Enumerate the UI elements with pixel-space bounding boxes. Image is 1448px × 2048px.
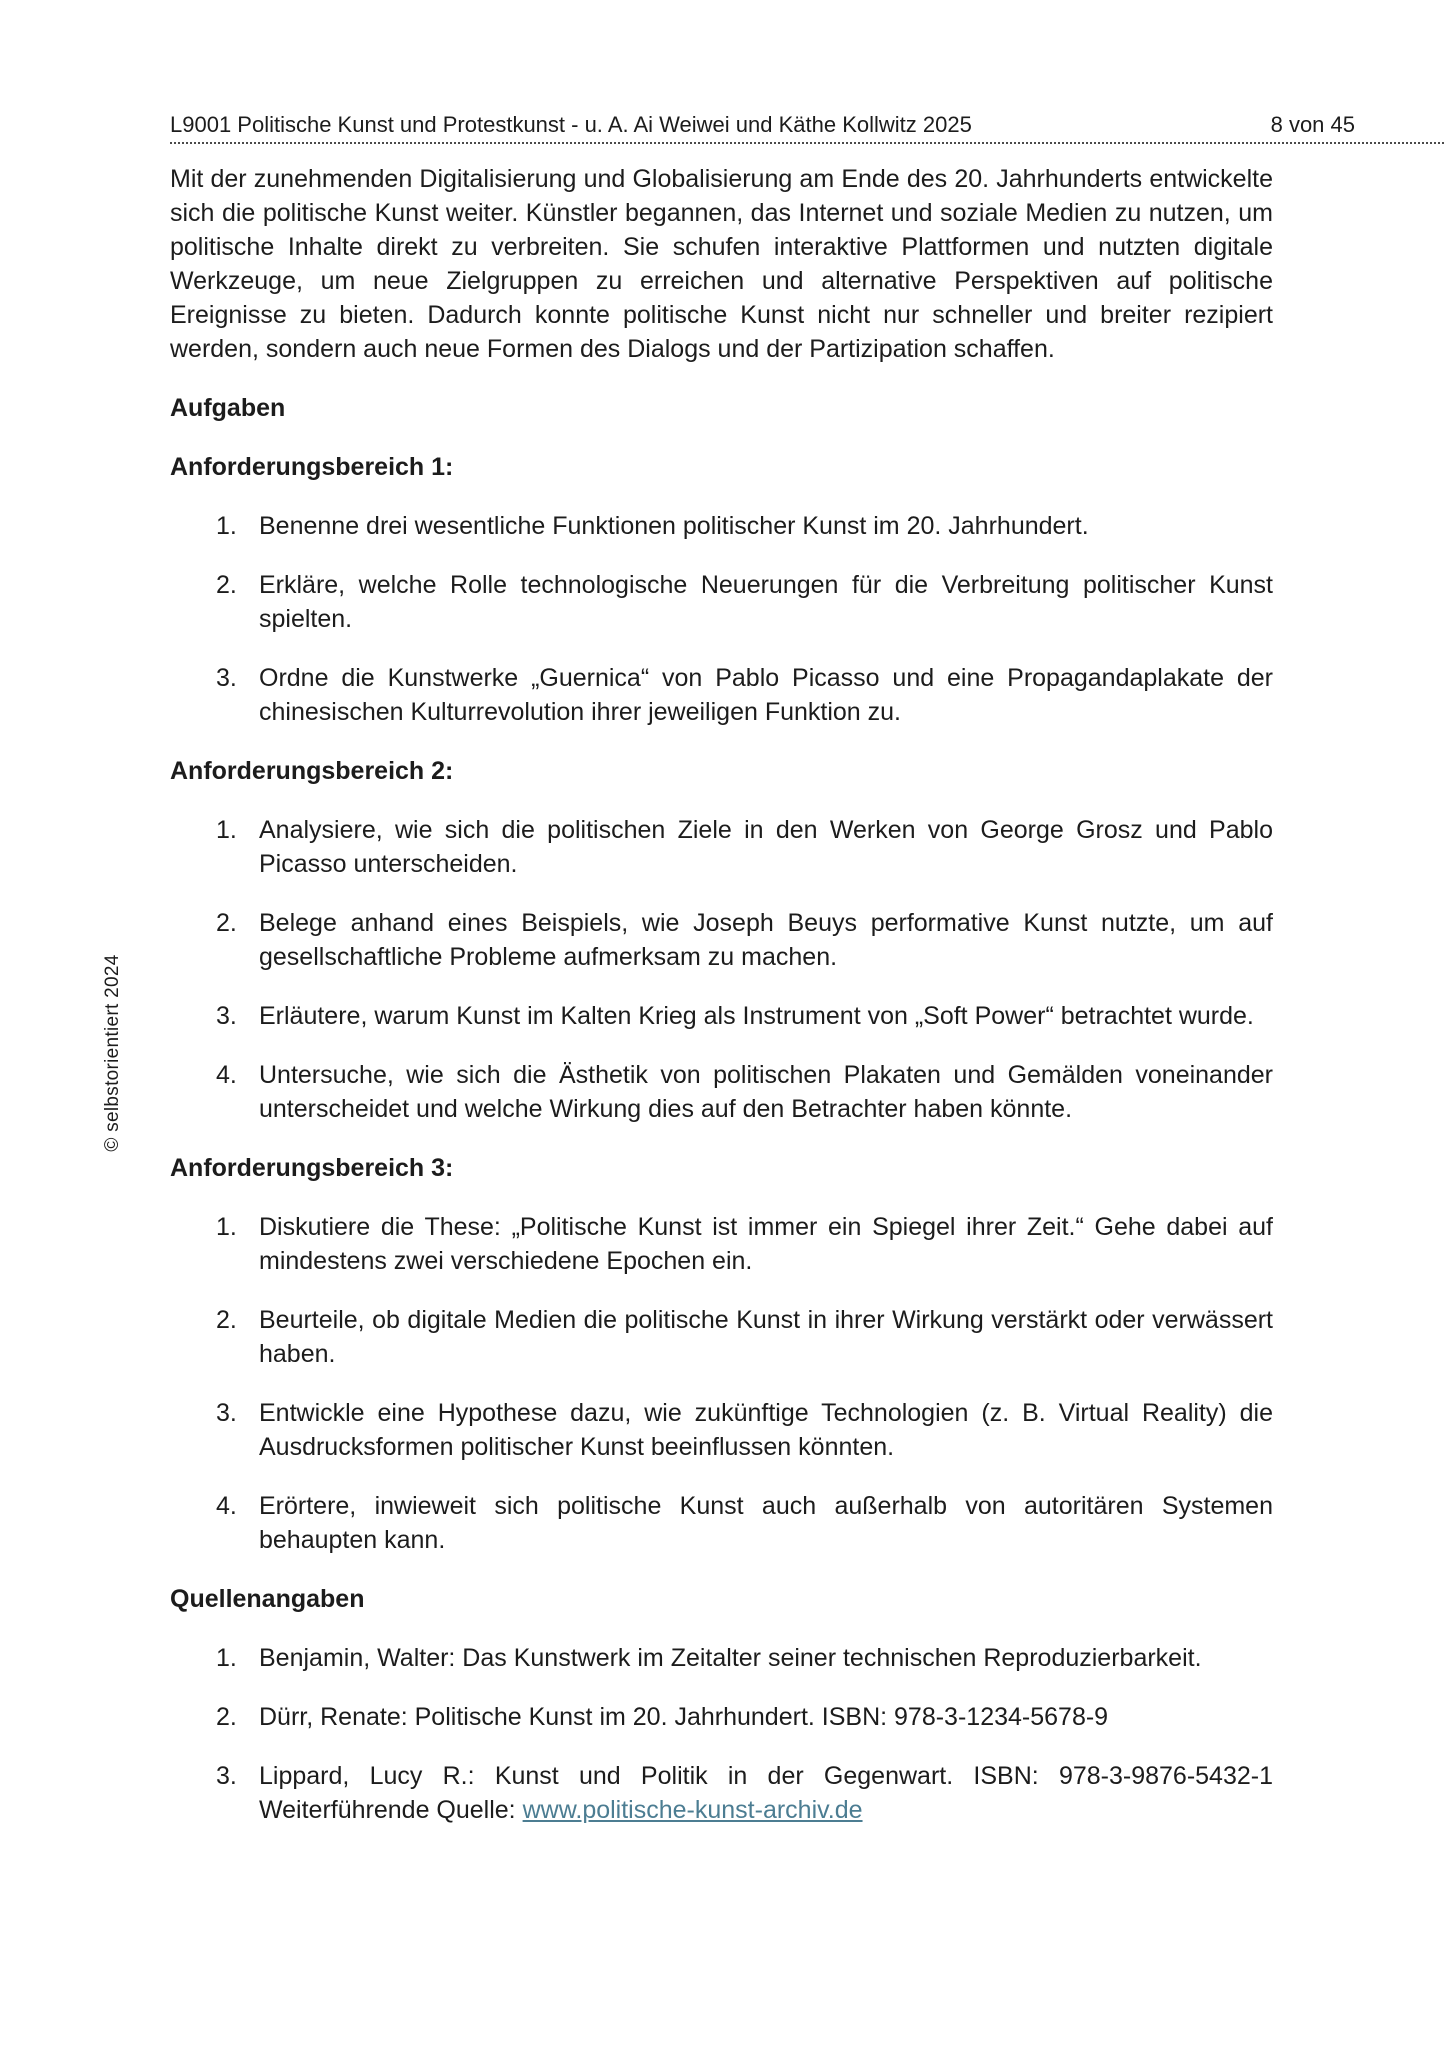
list-number: 1.	[216, 1644, 237, 1672]
heading-aufgaben: Aufgaben	[170, 394, 286, 422]
source-link-line	[259, 1793, 1273, 1827]
document-body	[170, 162, 1273, 1852]
page-number: 8 von 45	[1270, 112, 1355, 137]
list-item-text: Belege anhand eines Beispiels, wie Joseph Beuys performative Kunst nutzte, um auf gesellschaftliche Probleme aufmerksam zu machen.	[259, 909, 1273, 971]
list-item	[170, 1210, 1273, 1278]
list-item-text: Diskutiere die These: „Politische Kunst ist immer ein Spiegel ihrer Zeit.“ Gehe dabei auf mindestens zwei verschiedene Epochen ein.	[259, 1213, 1273, 1275]
list-item-text: Entwickle eine Hypothese dazu, wie zukünftige Technologien (z. B. Virtual Reality) die Ausdrucksformen politischer Kunst beeinflussen könnten.	[259, 1399, 1273, 1461]
list-item	[170, 999, 1273, 1033]
list-number: 3.	[216, 1002, 237, 1030]
heading-anforderungsbereich-2: Anforderungsbereich 2:	[170, 757, 454, 785]
source-link[interactable]: www.politische-kunst-archiv.de	[522, 1796, 863, 1824]
source-text: Lippard, Lucy R.: Kunst und Politik in der Gegenwart. ISBN: 978-3-9876-5432-1	[259, 1762, 1273, 1790]
list-item-text: Analysiere, wie sich die politischen Ziele in den Werken von George Grosz und Pablo Picasso unterscheiden.	[259, 816, 1273, 878]
list-item-text: Benenne drei wesentliche Funktionen politischer Kunst im 20. Jahrhundert.	[259, 512, 1089, 540]
list-number: 2.	[216, 909, 237, 937]
task-list-bereich-2	[170, 813, 1273, 1126]
intro-paragraph: Mit der zunehmenden Digitalisierung und Globalisierung am Ende des 20. Jahrhunderts entwickelte sich die politische Kunst weiter. Künstler begannen, das Internet und soziale Medien zu nutzen, um politische Inhalte direkt zu verbreiten. Sie schufen interaktive Plattformen und nutzten digitale Werkzeuge, um neue Zielgruppen zu erreichen und alternative Perspektiven auf politische Ereignisse zu bieten. Dadurch konnte politische Kunst nicht nur schneller und breiter rezipiert werden, sondern auch neue Formen des Dialogs und der Partizipation schaffen.	[170, 165, 1273, 363]
list-number: 1.	[216, 1213, 237, 1241]
list-number: 2.	[216, 1306, 237, 1334]
source-list	[170, 1641, 1273, 1827]
list-item	[170, 1058, 1273, 1126]
list-item	[170, 1396, 1273, 1464]
list-number: 4.	[216, 1061, 237, 1089]
source-text: Benjamin, Walter: Das Kunstwerk im Zeitalter seiner technischen Reproduzierbarkeit.	[259, 1644, 1202, 1672]
page-header	[170, 112, 1355, 138]
list-item	[170, 1641, 1273, 1675]
list-number: 2.	[216, 571, 237, 599]
list-item-text: Erläutere, warum Kunst im Kalten Krieg als Instrument von „Soft Power“ betrachtet wurde.	[259, 1002, 1254, 1030]
list-item-text: Erkläre, welche Rolle technologische Neuerungen für die Verbreitung politischer Kunst spielten.	[259, 571, 1273, 633]
list-item-text: Untersuche, wie sich die Ästhetik von politischen Plakaten und Gemälden voneinander unterscheidet und welche Wirkung dies auf den Betrachter haben könnte.	[259, 1061, 1273, 1123]
list-item-text: Ordne die Kunstwerke „Guernica“ von Pablo Picasso und eine Propagandaplakate der chinesischen Kulturrevolution ihrer jeweiligen Funktion zu.	[259, 664, 1273, 726]
list-item-text: Beurteile, ob digitale Medien die politische Kunst in ihrer Wirkung verstärkt oder verwässert haben.	[259, 1306, 1273, 1368]
list-number: 3.	[216, 1762, 237, 1790]
heading-anforderungsbereich-1: Anforderungsbereich 1:	[170, 453, 454, 481]
copyright-watermark: © selbstorientiert 2024	[102, 954, 123, 1152]
heading-quellenangaben: Quellenangaben	[170, 1585, 365, 1613]
list-item	[170, 813, 1273, 881]
header-title: L9001 Politische Kunst und Protestkunst - u. A. Ai Weiwei und Käthe Kollwitz 2025	[170, 112, 972, 137]
list-item	[170, 1759, 1273, 1827]
list-item	[170, 509, 1273, 543]
list-item	[170, 1489, 1273, 1557]
task-list-bereich-3	[170, 1210, 1273, 1557]
list-number: 4.	[216, 1492, 237, 1520]
list-item	[170, 1700, 1273, 1734]
task-list-bereich-1	[170, 509, 1273, 729]
list-number: 1.	[216, 816, 237, 844]
list-item	[170, 1303, 1273, 1371]
list-item	[170, 661, 1273, 729]
list-item-text: Erörtere, inwieweit sich politische Kunst auch außerhalb von autoritären Systemen behaupten kann.	[259, 1492, 1273, 1554]
list-number: 3.	[216, 1399, 237, 1427]
heading-anforderungsbereich-3: Anforderungsbereich 3:	[170, 1154, 454, 1182]
list-item	[170, 906, 1273, 974]
source-text: Dürr, Renate: Politische Kunst im 20. Jahrhundert. ISBN: 978-3-1234-5678-9	[259, 1703, 1109, 1731]
list-number: 1.	[216, 512, 237, 540]
list-item	[170, 568, 1273, 636]
list-number: 2.	[216, 1703, 237, 1731]
source-link-label: Weiterführende Quelle:	[259, 1796, 516, 1824]
header-divider	[170, 142, 1444, 144]
list-number: 3.	[216, 664, 237, 692]
